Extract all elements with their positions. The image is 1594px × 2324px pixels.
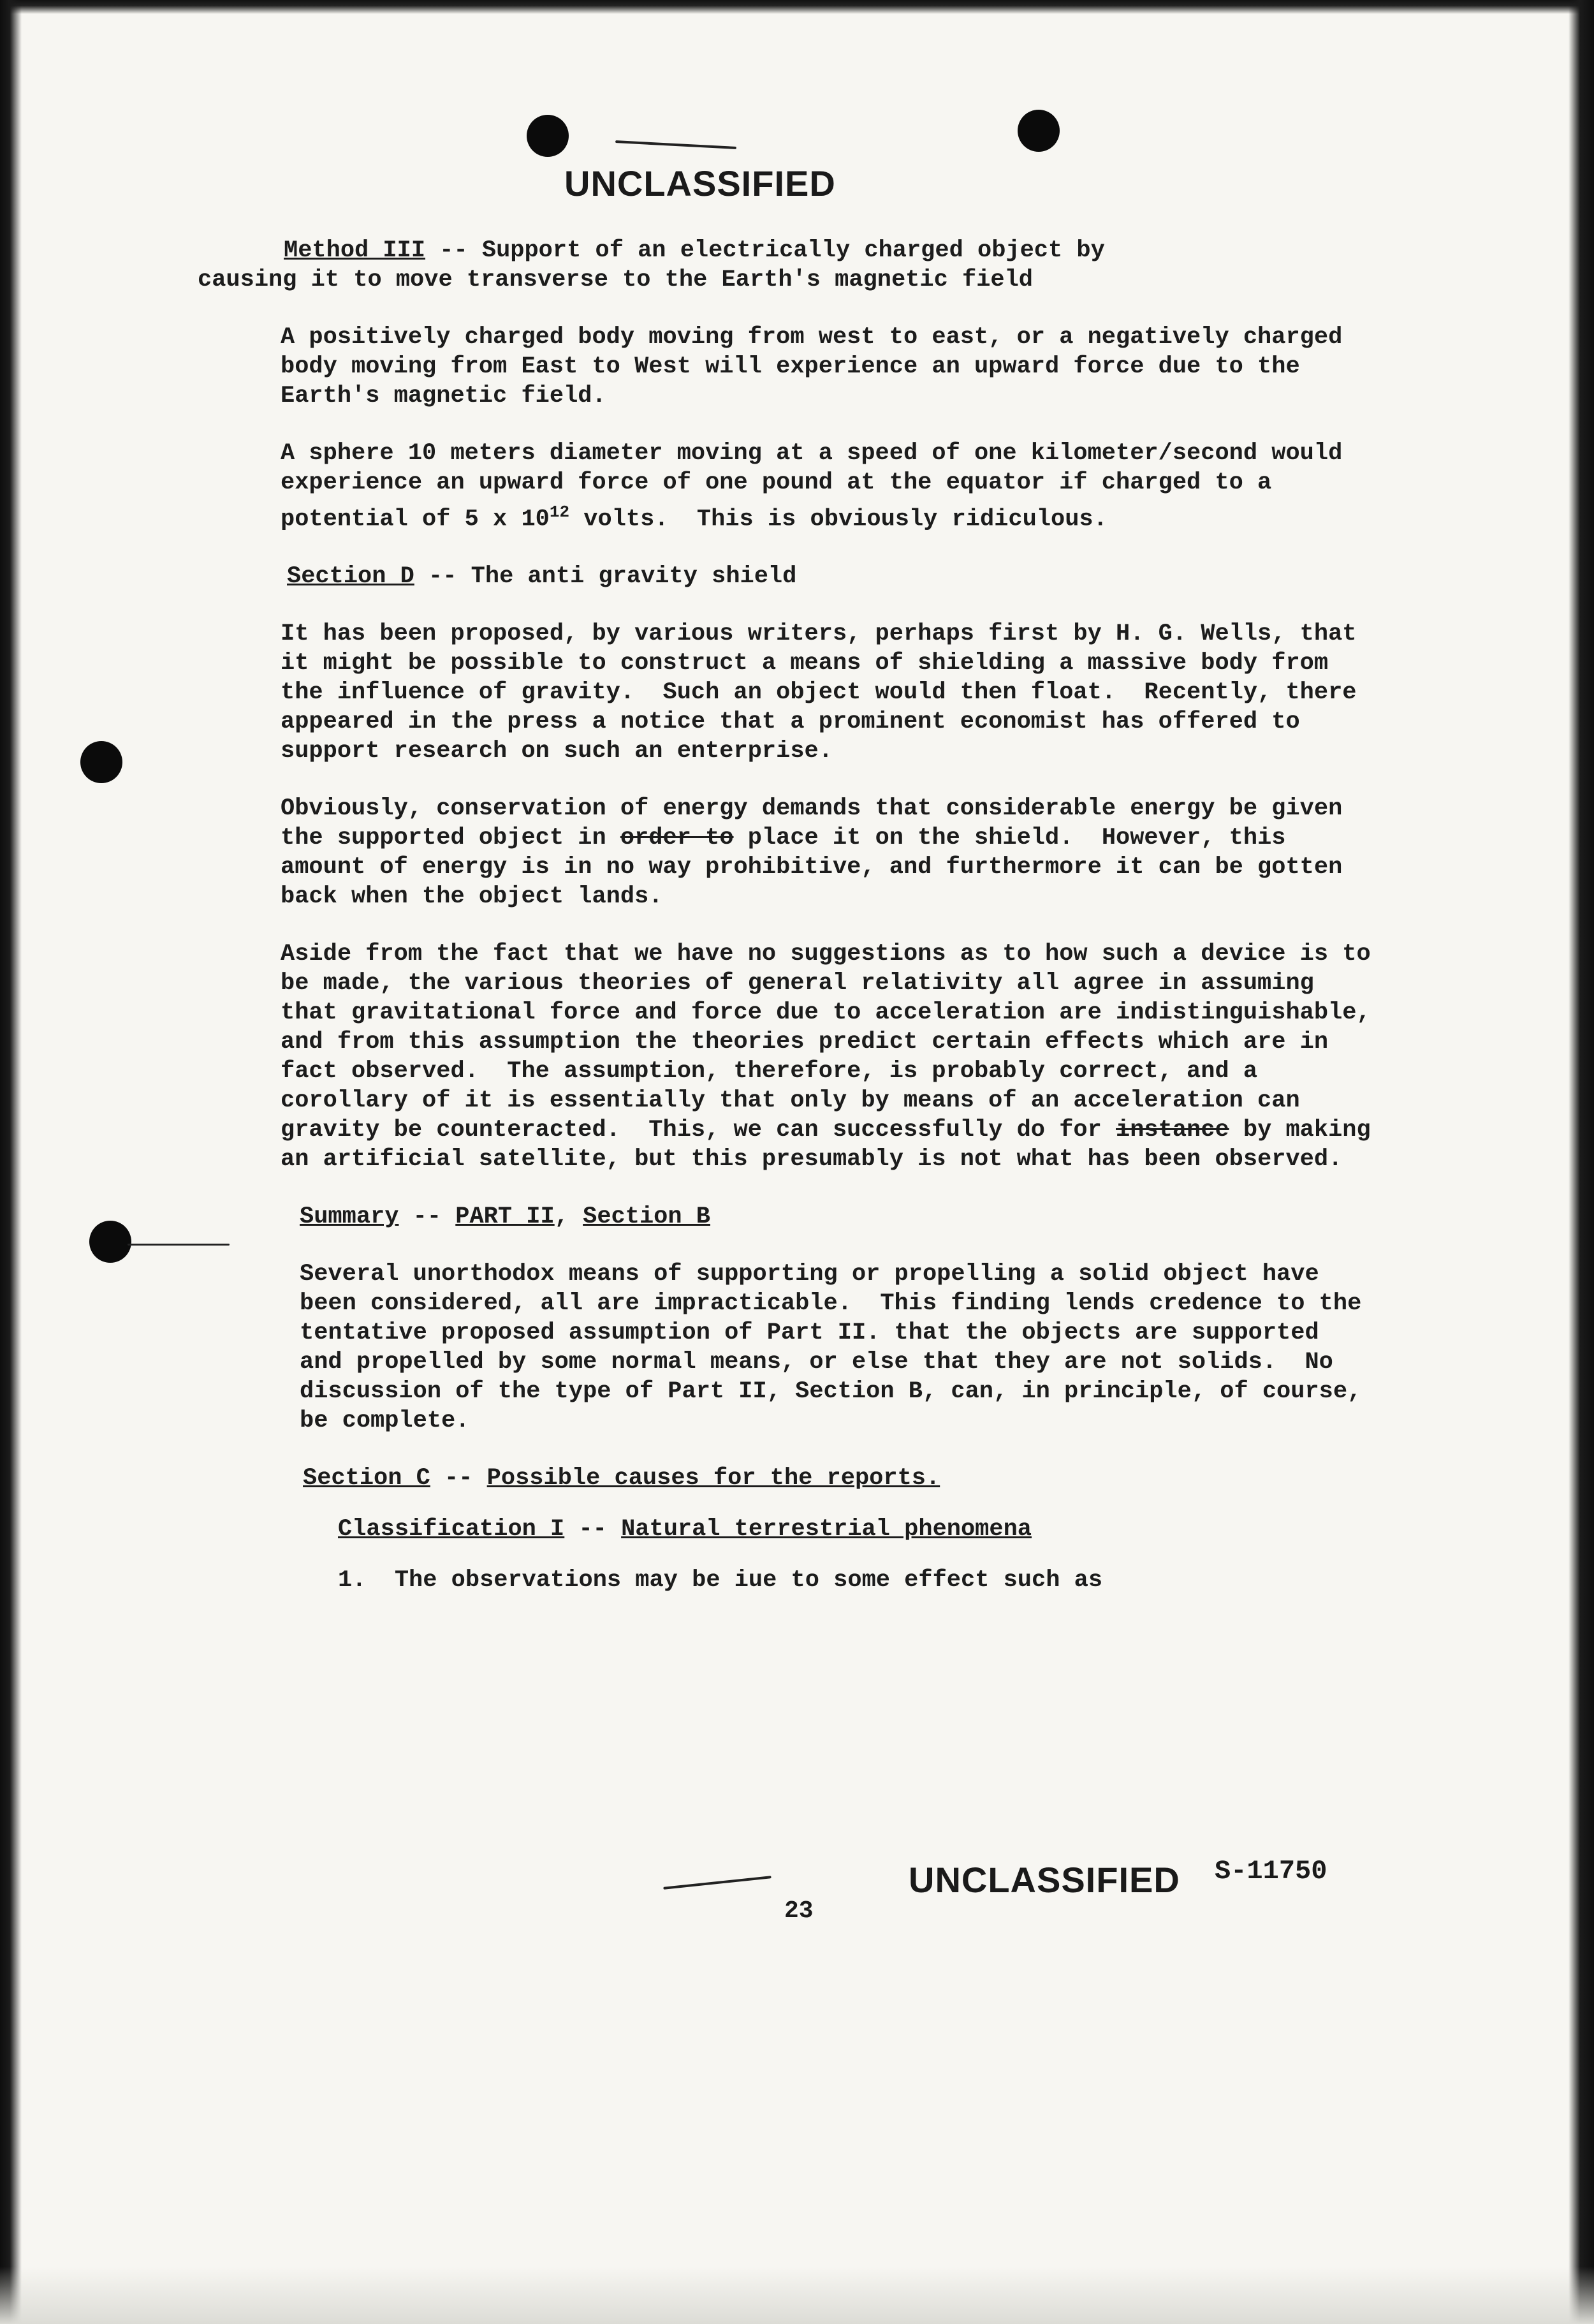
scan-edge-left [0, 0, 22, 2324]
classification-stamp-top: UNCLASSIFIED [564, 163, 836, 203]
paragraph-positive-charge-text: A positively charged body moving from west to east, or a negatively charged body moving from East to West will experience an upward force due to the Earth's magnetic field. [281, 324, 1357, 409]
classification-i-separator: -- [564, 1516, 622, 1543]
section-c-separator: -- [430, 1465, 487, 1492]
punch-hole-left-lower [89, 1221, 131, 1263]
pen-mark-footer [663, 1876, 771, 1890]
list-item-1-text: The observations may be iue to some effect such as [394, 1567, 1103, 1594]
section-d-heading [198, 562, 1371, 591]
method-iii-title-line2: causing it to move transverse to the Earth's magnetic field [198, 267, 1034, 293]
document-number: S-11750 [1215, 1856, 1327, 1886]
section-c-label: Section C [303, 1465, 430, 1492]
method-iii-heading [198, 236, 1371, 295]
summary-separator: -- [398, 1203, 456, 1231]
struck-text-order-to: order to [620, 825, 734, 852]
struck-text-instance: instance [1116, 1117, 1229, 1144]
punch-hole-top-left [527, 115, 569, 157]
paragraph-sphere [198, 439, 1371, 534]
punch-hole-left-upper [80, 741, 122, 783]
paragraph-summary-text: Several unorthodox means of supporting or propelling a solid object have been considered, all are impracticable. This finding lends credence to the tentative proposed assumption of Part II. that the objects are supported and propelled by some normal means, or else that they are not solids. No discussion of the type of Part II, Section B, can, in principle, of course, be complete. [300, 1261, 1376, 1435]
scan-edge-top [0, 0, 1594, 14]
paragraph-conservation-energy [198, 794, 1371, 911]
list-item-1-number: 1. [338, 1567, 367, 1594]
method-iii-title: -- Support of an electrically charged object by [425, 237, 1105, 264]
section-d-label: Section D [287, 563, 414, 591]
paragraph-conservation-text-a: Obviously, conservation of energy demands that considerable energy be given the supported object in [281, 795, 1357, 852]
paragraph-anti-gravity-proposal-text: It has been proposed, by various writers, perhaps first by H. G. Wells, that it might be possible to construct a means of shielding a massive body from the influence of gravity. Such an object would then float. Recently, there appeared in the press a notice that a prominent economist has offered to support research on such an enterprise. [281, 621, 1371, 765]
list-item-1 [198, 1566, 1371, 1595]
paragraph-summary [198, 1260, 1376, 1436]
paragraph-anti-gravity-proposal [198, 619, 1371, 766]
summary-heading [198, 1202, 1371, 1232]
summary-label: Summary [300, 1203, 399, 1231]
section-d-title: -- The anti gravity shield [414, 563, 797, 591]
paragraph-relativity-text-a: Aside from the fact that we have no suggestions as to how such a device is to be made, the various theories of general relativity all agree in assuming that gravitational force and force due to acceleration are indistinguishable, and from this assumption the theories predict certain effects which are in fact observed. The assumption, therefore, is probably correct, and a corollary of it is essentially that only by means of an acceleration can gravity be counteracted. This, we can successfully do for [281, 941, 1385, 1144]
page-number: 23 [784, 1897, 814, 1925]
classification-i-label: Classification I [338, 1516, 565, 1543]
paragraph-sphere-text-b: volts. This is obviously ridiculous. [569, 506, 1108, 533]
paragraph-relativity-text-b: by making an artificial satellite, but this presumably is not what has been observed. [281, 1117, 1385, 1173]
pen-mark-header [615, 140, 736, 149]
section-c-title: Possible causes for the reports. [486, 1465, 940, 1492]
paragraph-conservation-text-b: place it on the shield. However, this amount of energy is in no way prohibitive, and furthermore it can be gotten back when the object lands. [281, 825, 1357, 911]
section-c-heading [198, 1464, 1371, 1493]
exponent: 12 [549, 503, 570, 522]
paragraph-positive-charge [198, 323, 1371, 411]
classification-i-heading [198, 1515, 1371, 1544]
punch-hole-top-right [1018, 110, 1060, 152]
scan-edge-right [1568, 0, 1594, 2324]
summary-part: PART II [455, 1203, 555, 1231]
method-iii-label: Method III [284, 237, 426, 264]
scan-edge-bottom [0, 2267, 1594, 2324]
classification-i-title: Natural terrestrial phenomena [621, 1516, 1032, 1543]
paragraph-relativity [198, 939, 1385, 1174]
summary-section: Section B [583, 1203, 710, 1231]
summary-comma: , [554, 1203, 583, 1231]
paragraph-sphere-text-a: A sphere 10 meters diameter moving at a speed of one kilometer/second would experience an upward force of one pound at the equator if charged to a potential of 5 x 10 [281, 440, 1357, 533]
classification-stamp-bottom: UNCLASSIFIED [909, 1860, 1180, 1900]
document-body [198, 236, 1385, 1595]
